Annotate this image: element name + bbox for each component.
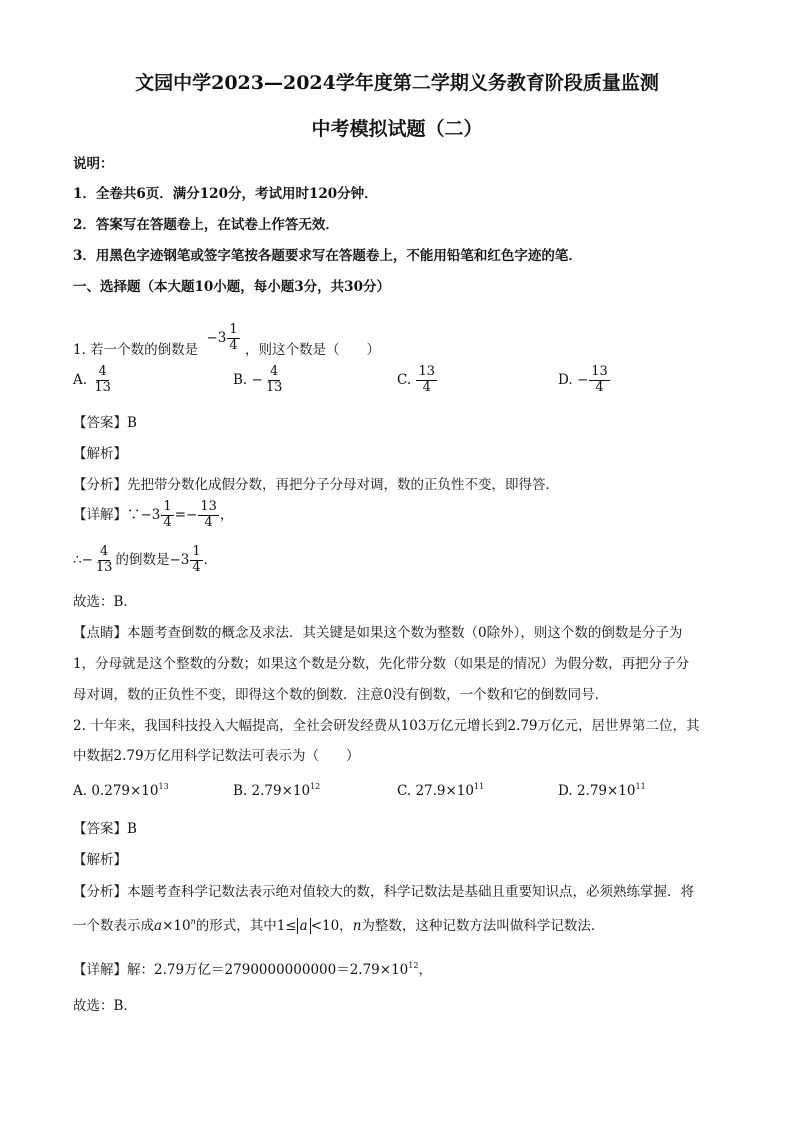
option-num: 13 [591,364,608,379]
analysis-text: <10， [310,918,353,934]
detail-exponent: 12 [408,961,419,970]
q1-answer: 【答案】B [73,415,137,431]
option-letter: A. [73,783,88,799]
q1-detail-line1 [73,500,233,531]
analysis-text: ×10 [162,918,191,934]
q1-stem-tail: ，则这个数是（ ） [244,341,380,358]
q1-analysis: 【分析】先把带分数化成假分数，再把分子分母对调，数的正负性不变，即得答． [73,477,559,493]
detail-equals: =− [174,506,198,523]
detail-comma: ， [219,506,234,523]
option-letter: C. [397,371,412,388]
detail-fraction [198,500,219,531]
q2-answer: 【答案】B [73,821,137,837]
q1-mixed-num: 1 [229,322,238,337]
q1-comment-line2: 1，分母就是这个整数的分数；如果这个数是分数，先化带分数（如果是的情况）为假分数，再把分子分 [73,656,690,672]
option-base: 27.9×10 [415,783,474,799]
page-subtitle: 中考模拟试题（二） [311,118,483,140]
q1-jiexi: 【解析】 [73,446,127,462]
option-base: 0.279×10 [91,783,159,799]
option-base: 2.79×10 [576,783,636,799]
q1-comment-line3: 母对调，数的正负性不变，即得这个数的倒数．注意0没有倒数，一个数和它的倒数同号． [73,687,609,703]
q2-choice: 故选：B． [73,998,137,1014]
analysis-text: 一个数表示成 [73,918,154,934]
abs-value-a: a [297,918,311,934]
option-num: 4 [269,364,279,379]
q1-choice: 故选：B． [73,594,137,610]
q2-detail [73,958,432,978]
var-a: a [154,918,163,934]
detail-period: ． [203,551,218,568]
q1-mixed-fraction [227,323,239,354]
frac-num: 1 [192,544,201,559]
notes-label: 说明： [73,156,114,172]
q1-comment-line1: 【点睛】本题考查倒数的概念及求法．其关键是如果这个数为整数（0除外），则这个数的倒数是分子为 [73,625,683,641]
q1-option-c [397,365,438,396]
page-title: 文园中学2023—2024学年度第二学期义务教育阶段质量监测 [135,72,659,94]
option-letter: B. [233,783,248,799]
option-letter: C. [397,783,412,799]
q1-option-a [73,365,114,396]
q2-option-c [397,782,484,799]
q1-mixed-den: 4 [229,337,238,353]
q2-jiexi: 【解析】 [73,852,127,868]
frac-num: 4 [100,544,109,559]
option-letter: B. [233,371,248,388]
option-exponent: 11 [635,782,646,791]
option-base: 2.79×10 [251,783,311,799]
note-item-2: 2．答案写在答题卷上，在试卷上作答无效． [73,217,339,233]
analysis-text: 的形式，其中1≤ [195,918,297,934]
option-letter: D. [558,371,573,388]
q2-stem-line1: 2. 十年来，我国科技投入大幅提高，全社会研发经费从103万亿元增长到2.79万亿元，居世界第二位，其 [73,718,700,734]
option-den: 4 [422,379,431,395]
option-den: 13 [265,379,283,395]
option-den: 13 [94,379,111,395]
detail-fraction [94,545,115,576]
q2-analysis-line2 [73,914,604,934]
option-letter: A. [73,371,88,388]
option-fraction [589,365,610,396]
option-letter: D. [558,783,573,799]
frac-den: 13 [95,559,113,575]
frac-den: 4 [163,514,172,530]
detail-therefore: ∴− [73,551,93,568]
q1-stem [73,322,380,366]
frac-den: 4 [192,559,201,575]
q2-stem-line2: 中数据2.79万亿用科学记数法可表示为（ ） [73,748,360,764]
q2-analysis-line1: 【分析】本题考查科学记数法表示绝对值较大的数，科学记数法是基础且重要知识点，必须熟练掌握．将 [73,884,694,900]
detail-comma: ， [418,962,432,978]
q1-option-b [233,365,285,396]
detail-text: 【详解】解：2.79万亿＝2790000000000＝2.79×10 [73,962,409,978]
option-num: 13 [418,364,435,379]
note-item-1: 1．全卷共6页．满分120分，考试用时120分钟． [73,186,378,202]
option-sign: − [576,371,589,388]
section-heading: 一、选择题（本大题10小题，每小题3分，共30分） [73,279,390,295]
q2-option-a [73,782,169,799]
option-fraction [416,365,437,396]
frac-num: 1 [163,499,172,514]
var-n-exponent: n [190,917,196,926]
option-sign: − [251,371,263,388]
q1-mixed-number [206,322,244,353]
option-fraction [264,365,285,396]
q2-option-b [233,782,320,799]
q2-option-d [558,782,646,799]
option-den: 4 [595,379,604,395]
detail-label: 【详解】∵ [73,506,141,523]
detail-term: −3 [140,506,161,523]
note-item-3: 3．用黑色字迹钢笔或签字笔按各题要求写在答题卷上，不能用铅笔和红色字迹的笔． [73,248,582,264]
frac-den: 4 [204,514,213,530]
q1-mixed-whole: −3 [206,329,227,346]
q1-detail-line2 [73,545,217,576]
analysis-text: 为整数，这种记数方法叫做科学记数法． [361,918,605,934]
option-fraction [92,365,113,396]
option-exponent: 12 [310,782,321,791]
detail-fraction [161,500,173,531]
q1-stem-text: 1. 若一个数的倒数是 [73,341,199,358]
detail-text: 的倒数是−3 [115,551,190,568]
option-num: 4 [98,364,107,379]
var-n: n [352,918,362,934]
detail-fraction [190,545,202,576]
q1-option-d [558,365,611,396]
option-exponent: 11 [474,782,485,791]
option-exponent: 13 [158,782,169,791]
frac-num: 13 [200,499,217,514]
